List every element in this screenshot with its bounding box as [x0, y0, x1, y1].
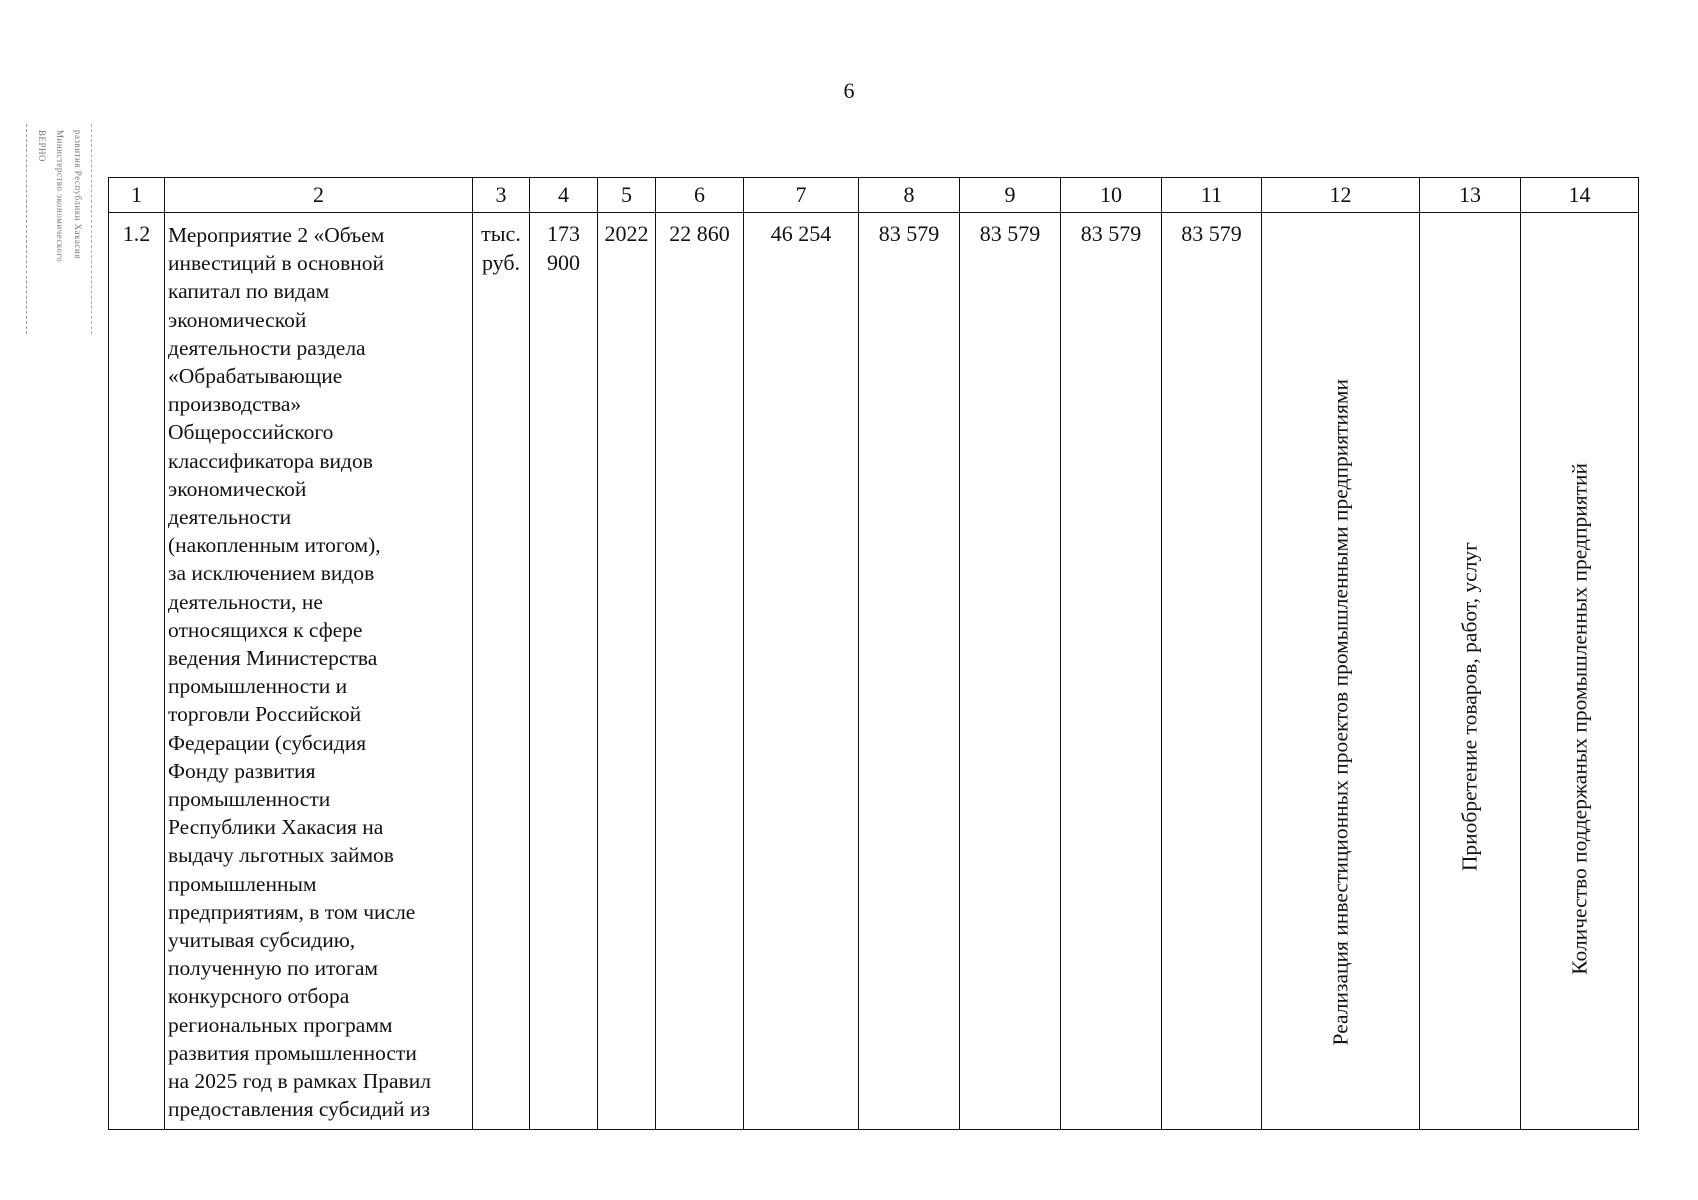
header-row — [109, 178, 1639, 213]
header-cell: 13 — [1420, 178, 1521, 213]
value-cell-10: 83 579 — [1061, 213, 1162, 1130]
description-line: экономической — [168, 476, 307, 501]
description-line: за исключением видов — [168, 561, 375, 586]
indicator-text: Количество поддержаных промышленных предприятий — [1567, 463, 1591, 975]
row-number: 1.2 — [109, 213, 165, 1130]
unit-line: руб. — [481, 250, 521, 275]
value-cell-11: 83 579 — [1162, 213, 1262, 1130]
value-cell-9: 83 579 — [960, 213, 1061, 1130]
header-cell: 1 — [109, 178, 165, 213]
program-table — [108, 177, 1639, 1130]
description-line: конкурсного отбора — [168, 984, 350, 1009]
unit-cell — [473, 213, 530, 1130]
description-line: предоставления субсидий из — [168, 1097, 430, 1122]
header-cell: 4 — [530, 178, 598, 213]
description-line: классификатора видов — [168, 448, 373, 473]
direction-cell — [1262, 213, 1420, 1130]
side-stamp — [26, 124, 92, 334]
description-line: Фонду развития — [168, 758, 316, 783]
unit-line: тыс. — [481, 221, 521, 246]
value-cell-8: 83 579 — [859, 213, 960, 1130]
description-line: промышленности и — [168, 674, 348, 699]
description-line: Мероприятие 2 «Объем — [168, 223, 385, 247]
stamp-line-2: Министерство экономического — [55, 130, 65, 263]
description-line: производства» — [168, 392, 302, 417]
header-cell: 14 — [1521, 178, 1639, 213]
description-line: Общероссийского — [168, 420, 334, 445]
description-line: учитывая субсидию, — [168, 928, 356, 953]
header-cell: 3 — [473, 178, 530, 213]
description-line: ведения Министерства — [168, 646, 378, 671]
description-line: «Обрабатывающие — [168, 364, 343, 389]
description-line: полученную по итогам — [168, 956, 378, 981]
base-value-cell — [530, 213, 598, 1130]
direction-text: Реализация инвестиционных проектов промышленными предприятиями — [1328, 378, 1352, 1045]
base-value-line: 900 — [547, 250, 580, 275]
expense-type-cell — [1420, 213, 1521, 1130]
indicator-cell — [1521, 213, 1639, 1130]
expense-type-text: Приобретение товаров, работ, услуг — [1457, 541, 1482, 871]
description-line: деятельности, не — [168, 589, 323, 614]
header-cell: 8 — [859, 178, 960, 213]
description-line: инвестиций в основной — [168, 251, 384, 276]
header-cell: 12 — [1262, 178, 1420, 213]
page-number: 6 — [843, 78, 855, 103]
description-line: Федерации (субсидия — [168, 730, 367, 755]
value-cell-6: 22 860 — [656, 213, 744, 1130]
description-line: торговли Российской — [168, 702, 362, 727]
value-cell-7: 46 254 — [744, 213, 859, 1130]
stamp-line-3: развития Республики Хакасия — [73, 130, 83, 259]
stamp-line-1: ВЕРНО — [37, 130, 47, 163]
base-value-line: 173 — [547, 221, 580, 246]
description-line: относящихся к сфере — [168, 617, 363, 642]
header-cell: 11 — [1162, 178, 1262, 213]
header-cell: 10 — [1061, 178, 1162, 213]
description-line: на 2025 год в рамках Правил — [168, 1069, 431, 1094]
description-line: промышленным — [168, 871, 317, 896]
header-cell: 7 — [744, 178, 859, 213]
description-line: промышленности — [168, 787, 331, 812]
description-line: Республики Хакасия на — [168, 815, 384, 840]
header-cell: 9 — [960, 178, 1061, 213]
description-line: (накопленным итогом), — [168, 533, 381, 558]
description-line: капитал по видам — [168, 279, 330, 304]
header-cell: 2 — [165, 178, 473, 213]
header-cell: 6 — [656, 178, 744, 213]
header-cell: 5 — [598, 178, 656, 213]
row-description — [165, 213, 473, 1130]
description-line: деятельности — [168, 505, 292, 530]
description-line: экономической — [168, 307, 307, 332]
description-line: региональных программ — [168, 1012, 393, 1037]
description-line: развития промышленности — [168, 1040, 417, 1065]
base-year-cell: 2022 — [598, 213, 656, 1130]
description-line: выдачу льготных займов — [168, 843, 394, 868]
table-row — [109, 213, 1639, 1130]
description-line: предприятиям, в том числе — [168, 899, 416, 924]
description-line: деятельности раздела — [168, 335, 366, 360]
